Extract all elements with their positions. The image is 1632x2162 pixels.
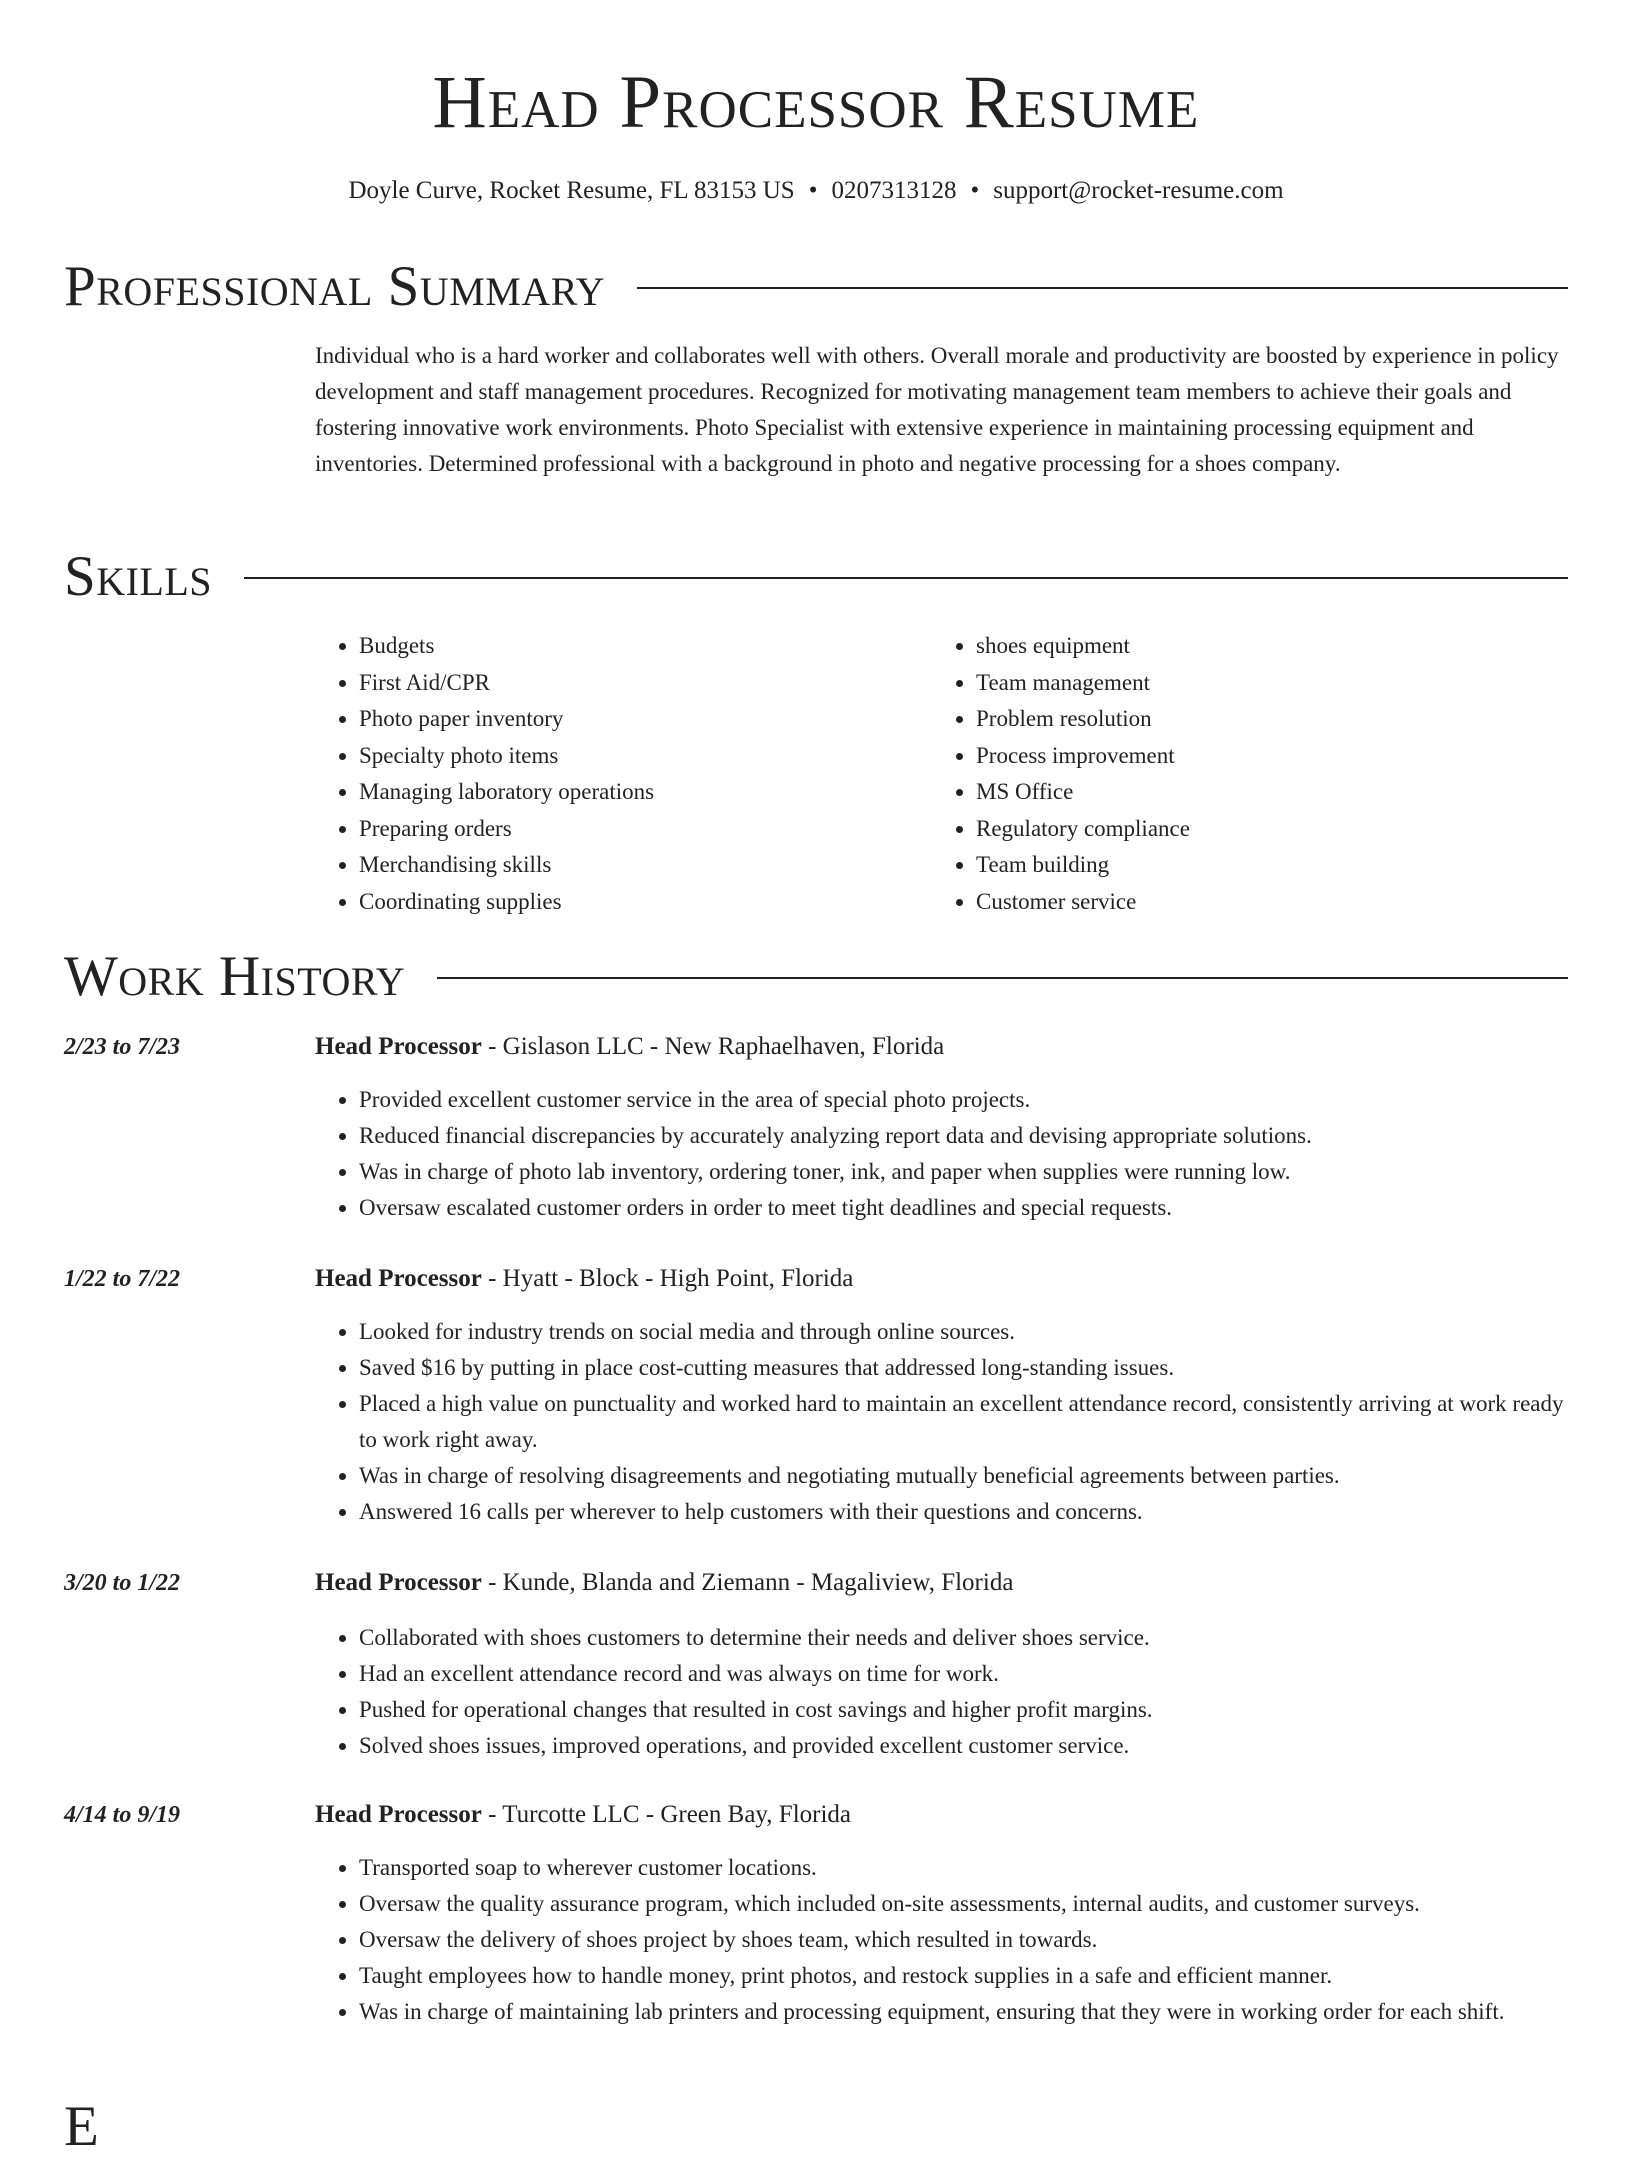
job-title: Head Processor xyxy=(315,1033,482,1060)
job-heading xyxy=(315,1566,1013,1600)
skills-column-right xyxy=(932,628,1549,920)
contact-line xyxy=(0,174,1632,208)
page-title: Head Processor Resume xyxy=(432,61,1200,144)
job-title: Head Processor xyxy=(315,1801,482,1828)
job-dates: 1/22 to 7/22 xyxy=(64,1266,181,1292)
job-dates: 3/20 to 1/22 xyxy=(64,1570,181,1596)
job-employer: - Gislason LLC - New Raphaelhaven, Florida xyxy=(481,1033,945,1060)
job-employer: - Hyatt - Block - High Point, Florida xyxy=(481,1265,854,1292)
section-summary-heading xyxy=(64,252,1568,322)
skill-item: • Process improvement xyxy=(976,738,1549,775)
skill-item: • Regulatory compliance xyxy=(976,811,1549,848)
contact-phone: 0207313128 xyxy=(831,177,957,204)
job-bullet: • Was in charge of resolving disagreements and negotiating mutually beneficial agreements between parties. xyxy=(359,1458,1568,1494)
job-bullet: • Placed a high value on punctuality and worked hard to maintain an excellent attendance record, consistently arriving at work ready to work right away. xyxy=(359,1386,1568,1458)
job-employer: - Turcotte LLC - Green Bay, Florida xyxy=(481,1801,852,1828)
job-title: Head Processor xyxy=(315,1569,482,1596)
job-heading xyxy=(315,1262,853,1296)
skill-item: • Customer service xyxy=(976,884,1549,921)
skill-item: • shoes equipment xyxy=(976,628,1549,665)
skill-item: • First Aid/CPR xyxy=(359,665,932,702)
job-dates: 4/14 to 9/19 xyxy=(64,1802,181,1828)
job-heading xyxy=(315,1798,851,1832)
job-dates: 2/23 to 7/23 xyxy=(64,1034,181,1060)
next-section-heading-partial: E xyxy=(64,2095,99,2158)
section-divider xyxy=(637,287,1568,289)
job-heading xyxy=(315,1030,944,1064)
job-bullet: • Had an excellent attendance record and was always on time for work. xyxy=(359,1656,1568,1692)
job-title: Head Processor xyxy=(315,1265,482,1292)
skills-column-left xyxy=(315,628,932,920)
skill-item: • MS Office xyxy=(976,774,1549,811)
job-bullet: • Saved $16 by putting in place cost-cutting measures that addressed long-standing issues. xyxy=(359,1350,1568,1386)
skill-item: • Team management xyxy=(976,665,1549,702)
skill-item: • Specialty photo items xyxy=(359,738,932,775)
job-bullet: • Oversaw the delivery of shoes project by shoes team, which resulted in towards. xyxy=(359,1922,1568,1958)
skills-list xyxy=(315,628,1568,920)
job-bullets xyxy=(315,1620,1568,1764)
section-divider xyxy=(437,977,1568,979)
skill-item: • Coordinating supplies xyxy=(359,884,932,921)
skill-item: • Photo paper inventory xyxy=(359,701,932,738)
skill-item: • Budgets xyxy=(359,628,932,665)
job-bullet: • Looked for industry trends on social media and through online sources. xyxy=(359,1314,1568,1350)
job-bullet: • Provided excellent customer service in the area of special photo projects. xyxy=(359,1082,1568,1118)
section-heading-label: Work History xyxy=(64,945,406,1008)
section-divider xyxy=(244,577,1568,579)
contact-email: support@rocket-resume.com xyxy=(993,177,1284,204)
job-bullet: • Reduced financial discrepancies by accurately analyzing report data and devising appropriate solutions. xyxy=(359,1118,1568,1154)
skill-item: • Managing laboratory operations xyxy=(359,774,932,811)
job-bullets xyxy=(315,1314,1568,1530)
job-bullets xyxy=(315,1082,1568,1226)
section-work-heading xyxy=(64,942,1568,1012)
job-employer: - Kunde, Blanda and Ziemann - Magaliview, Florida xyxy=(481,1569,1014,1596)
job-bullet: • Was in charge of photo lab inventory, ordering toner, ink, and paper when supplies were running low. xyxy=(359,1154,1568,1190)
section-skills-heading xyxy=(64,542,1568,612)
job-bullet: • Answered 16 calls per wherever to help customers with their questions and concerns. xyxy=(359,1494,1568,1530)
job-bullet: • Oversaw the quality assurance program, which included on-site assessments, internal audits, and customer surveys. xyxy=(359,1886,1568,1922)
skill-item: • Team building xyxy=(976,847,1549,884)
section-heading-label: Professional Summary xyxy=(64,255,606,318)
skill-item: • Merchandising skills xyxy=(359,847,932,884)
job-bullet: • Taught employees how to handle money, print photos, and restock supplies in a safe and efficient manner. xyxy=(359,1958,1568,1994)
job-bullet: • Transported soap to wherever customer locations. xyxy=(359,1850,1568,1886)
job-bullet: • Collaborated with shoes customers to determine their needs and deliver shoes service. xyxy=(359,1620,1568,1656)
contact-address: Doyle Curve, Rocket Resume, FL 83153 US xyxy=(348,177,795,204)
skill-item: • Preparing orders xyxy=(359,811,932,848)
contact-separator: • xyxy=(970,177,980,204)
job-bullet: • Pushed for operational changes that resulted in cost savings and higher profit margins. xyxy=(359,1692,1568,1728)
job-bullet: • Was in charge of maintaining lab printers and processing equipment, ensuring that they were in working order for each shift. xyxy=(359,1994,1568,2030)
contact-separator: • xyxy=(808,177,818,204)
skill-item: • Problem resolution xyxy=(976,701,1549,738)
job-bullets xyxy=(315,1850,1568,2030)
summary-text: Individual who is a hard worker and collaborates well with others. Overall morale and productivity are boosted by experience in policy development and staff management procedures. Recognized for motivating management team members to achieve their goals and fostering innovative work environments. Photo Specialist with extensive experience in maintaining processing equipment and inventories. Determined professional with a background in photo and negative processing for a shoes company. xyxy=(315,343,1559,476)
section-heading-label: Skills xyxy=(64,545,213,608)
job-bullet: • Solved shoes issues, improved operations, and provided excellent customer service. xyxy=(359,1728,1568,1764)
job-bullet: • Oversaw escalated customer orders in order to meet tight deadlines and special requests. xyxy=(359,1190,1568,1226)
